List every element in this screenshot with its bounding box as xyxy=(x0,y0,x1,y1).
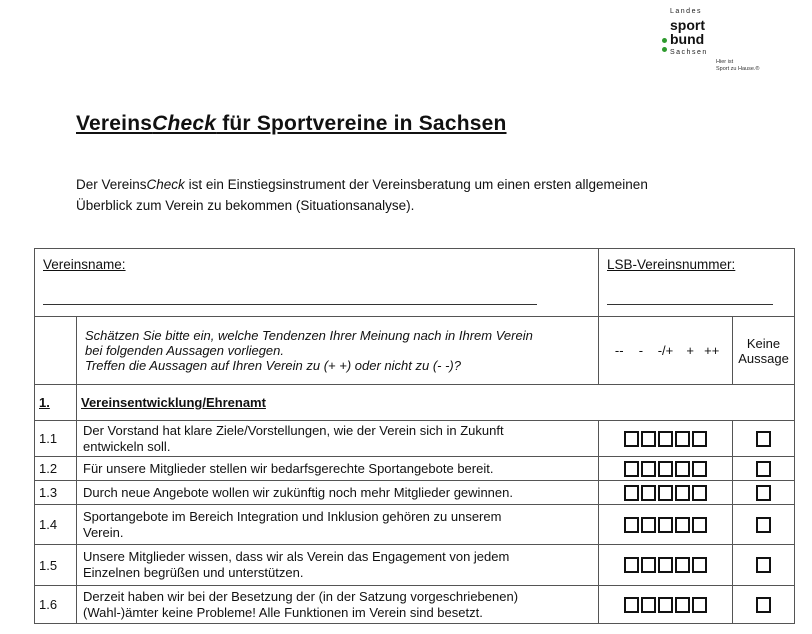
rating-checkbox[interactable] xyxy=(675,461,690,477)
keine-aussage-checkbox[interactable] xyxy=(756,461,771,477)
keine-aussage-cell xyxy=(733,481,795,505)
rating-checkbox[interactable] xyxy=(624,485,639,501)
rating-checkbox[interactable] xyxy=(624,557,639,573)
vereinsname-label: Vereinsname: xyxy=(43,257,126,272)
item-statement: Der Vorstand hat klare Ziele/Vorstellungen, wie der Verein sich in Zukunft entwickeln soll. xyxy=(77,421,599,457)
rating-checkbox[interactable] xyxy=(641,597,656,613)
keine-aussage-cell xyxy=(733,545,795,586)
logo-line-bund: bund xyxy=(670,31,705,47)
rating-checkbox[interactable] xyxy=(692,485,707,501)
scale-label-plus: + xyxy=(686,343,694,358)
rating-checkboxes xyxy=(599,586,733,624)
vereinsnummer-cell xyxy=(599,249,795,317)
table-row xyxy=(35,421,795,457)
item-statement: Derzeit haben wir bei der Besetzung der (in der Satzung vorgeschriebenen) (Wahl-)ämter keine Probleme! Alle Funktionen im Verein sind besetzt. xyxy=(77,586,599,624)
item-number: 1.2 xyxy=(35,457,77,481)
instruction-line-1: Schätzen Sie bitte ein, welche Tendenzen Ihrer Meinung nach in Ihrem Verein xyxy=(85,328,533,343)
item-number: 1.6 xyxy=(35,586,77,624)
rating-checkbox[interactable] xyxy=(641,485,656,501)
table-row xyxy=(35,481,795,505)
rating-checkbox[interactable] xyxy=(641,557,656,573)
intro-text xyxy=(76,174,716,216)
logo-line-sachsen: Sachsen xyxy=(670,49,708,56)
lsb-logo xyxy=(660,6,810,86)
vereinscheck-table xyxy=(34,248,795,624)
keine-aussage-header: Keine Aussage xyxy=(733,317,795,385)
keine-aussage-cell xyxy=(733,586,795,624)
logo-line-sport: sport xyxy=(670,17,705,33)
vereinsnummer-field[interactable] xyxy=(607,304,773,305)
rating-checkboxes xyxy=(599,505,733,545)
keine-aussage-cell xyxy=(733,457,795,481)
rating-checkbox[interactable] xyxy=(675,431,690,447)
scale-label-double-plus: ++ xyxy=(704,343,720,358)
title-italic: Check xyxy=(152,112,217,135)
keine-aussage-cell xyxy=(733,505,795,545)
item-statement: Für unsere Mitglieder stellen wir bedarfsgerechte Sportangebote bereit. xyxy=(77,457,599,481)
title-suffix: für Sportvereine in Sachsen xyxy=(216,112,507,135)
rating-checkbox[interactable] xyxy=(692,597,707,613)
table-row xyxy=(35,505,795,545)
logo-claim-2: Sport zu Hause.® xyxy=(716,66,760,72)
rating-checkbox[interactable] xyxy=(658,485,673,501)
table-row xyxy=(35,457,795,481)
item-number: 1.3 xyxy=(35,481,77,505)
vereinsname-field[interactable] xyxy=(43,304,537,305)
rating-checkbox[interactable] xyxy=(675,517,690,533)
rating-checkbox[interactable] xyxy=(675,485,690,501)
keine-aussage-checkbox[interactable] xyxy=(756,431,771,447)
logo-claim-1: Hier ist xyxy=(716,59,734,65)
rating-checkbox[interactable] xyxy=(641,431,656,447)
item-statement: Durch neue Angebote wollen wir zukünftig noch mehr Mitglieder gewinnen. xyxy=(77,481,599,505)
logo-dot-1 xyxy=(662,38,667,43)
rating-checkbox[interactable] xyxy=(658,557,673,573)
rating-checkbox[interactable] xyxy=(675,597,690,613)
section-title: Vereinsentwicklung/Ehrenamt xyxy=(77,385,795,421)
rating-checkboxes xyxy=(599,481,733,505)
rating-checkbox[interactable] xyxy=(658,597,673,613)
scale-label-double-minus: -- xyxy=(614,343,624,358)
logo-line-landes: Landes xyxy=(670,8,702,15)
vereinsname-cell xyxy=(35,249,599,317)
scale-label-neutral: -/+ xyxy=(657,343,674,358)
table-row xyxy=(35,586,795,624)
rating-checkbox[interactable] xyxy=(641,461,656,477)
title-prefix: Vereins xyxy=(76,112,153,135)
item-number: 1.1 xyxy=(35,421,77,457)
scale-label-minus: - xyxy=(638,343,644,358)
vereinsnummer-label: LSB-Vereinsnummer: xyxy=(607,257,736,272)
table-row xyxy=(35,545,795,586)
intro-line-2: Überblick zum Verein zu bekommen (Situationsanalyse). xyxy=(76,198,415,213)
instruction-cell xyxy=(77,317,599,385)
rating-checkbox[interactable] xyxy=(692,517,707,533)
intro-line-1: Der VereinsCheck ist ein Einstiegsinstrument der Vereinsberatung um einen ersten allgemeinen xyxy=(76,177,648,192)
keine-aussage-checkbox[interactable] xyxy=(756,485,771,501)
rating-checkbox[interactable] xyxy=(658,517,673,533)
rating-checkboxes xyxy=(599,545,733,586)
instruction-line-3: Treffen die Aussagen auf Ihren Verein zu (+ +) oder nicht zu (- -)? xyxy=(85,358,461,373)
item-statement: Sportangebote im Bereich Integration und Inklusion gehören zu unserem Verein. xyxy=(77,505,599,545)
keine-aussage-checkbox[interactable] xyxy=(756,597,771,613)
section-number: 1. xyxy=(35,385,77,421)
item-statement: Unsere Mitglieder wissen, dass wir als Verein das Engagement von jedem Einzelnen begrüßen und unterstützen. xyxy=(77,545,599,586)
rating-checkbox[interactable] xyxy=(675,557,690,573)
rating-scale-header xyxy=(599,317,733,385)
rating-checkbox[interactable] xyxy=(624,517,639,533)
keine-aussage-checkbox[interactable] xyxy=(756,517,771,533)
rating-checkboxes xyxy=(599,457,733,481)
rating-checkbox[interactable] xyxy=(624,597,639,613)
rating-checkbox[interactable] xyxy=(641,517,656,533)
instruction-spacer xyxy=(35,317,77,385)
rating-checkbox[interactable] xyxy=(624,431,639,447)
rating-checkbox[interactable] xyxy=(624,461,639,477)
keine-aussage-cell xyxy=(733,421,795,457)
logo-dot-2 xyxy=(662,47,667,52)
rating-checkbox[interactable] xyxy=(658,461,673,477)
page-title xyxy=(76,112,507,136)
item-number: 1.4 xyxy=(35,505,77,545)
item-number: 1.5 xyxy=(35,545,77,586)
rating-checkbox[interactable] xyxy=(692,557,707,573)
instruction-line-2: bei folgenden Aussagen vorliegen. xyxy=(85,343,284,358)
rating-checkboxes xyxy=(599,421,733,457)
rating-checkbox[interactable] xyxy=(692,461,707,477)
rating-checkbox[interactable] xyxy=(692,431,707,447)
keine-aussage-checkbox[interactable] xyxy=(756,557,771,573)
rating-checkbox[interactable] xyxy=(658,431,673,447)
